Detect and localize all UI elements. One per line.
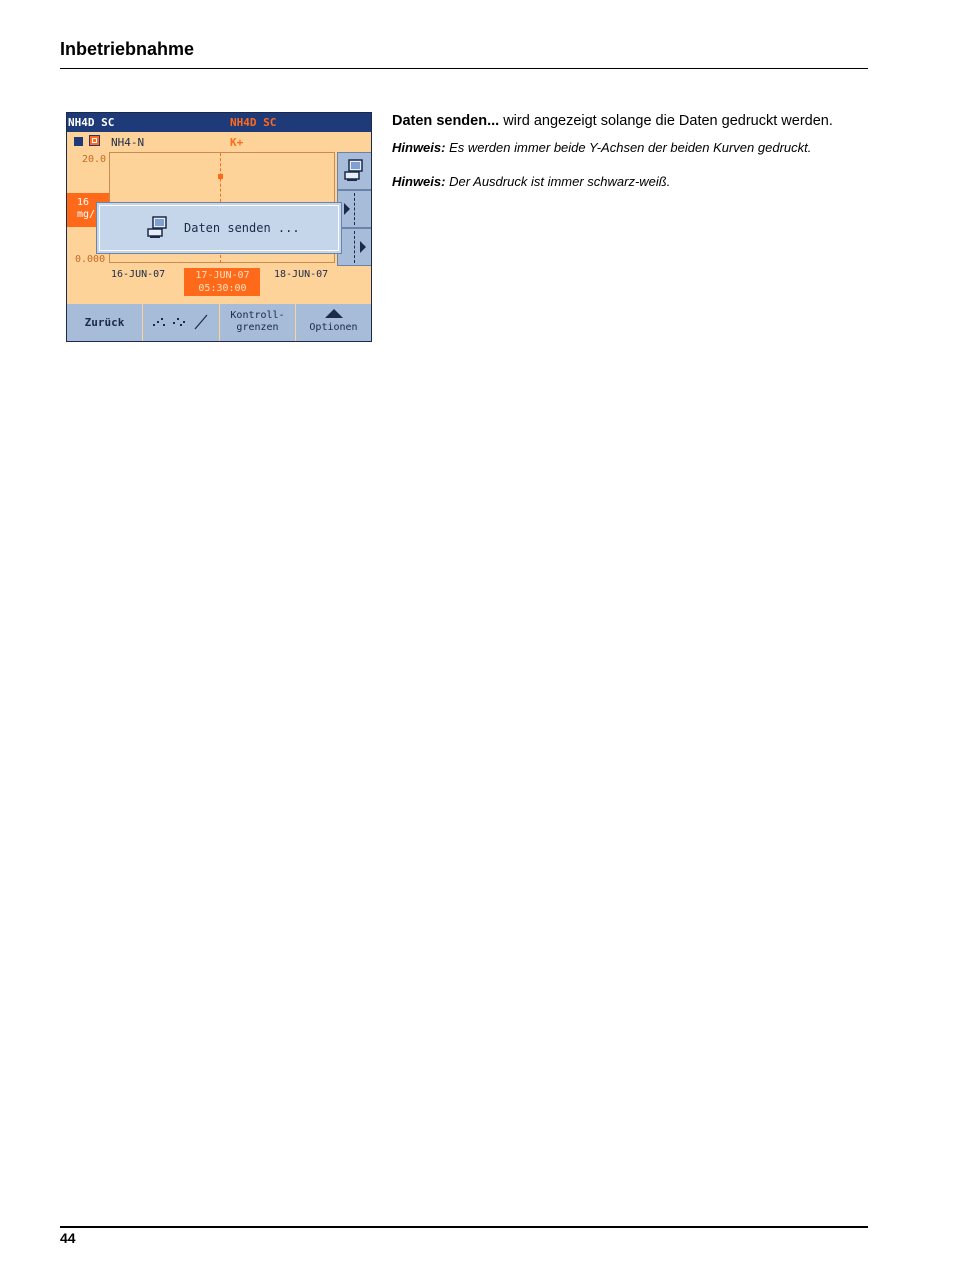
legend-row [67,132,371,152]
scroll-right-button[interactable] [337,228,372,266]
back-button-label: Zurück [84,316,125,329]
x-label-left: 16-JUN-07 [111,269,166,280]
y-axis-min: 0.000 [75,254,106,265]
control-limits-label-1: Kontroll- [230,310,285,321]
y-axis-mid-value: 16 [77,197,90,208]
side-buttons [337,152,372,266]
footer-rule [60,1226,868,1228]
y-axis-unit-text: mg/ [77,209,96,220]
y-axis-unit [77,197,95,221]
title-left: NH4D SC [68,116,115,129]
bottom-button-bar [67,304,371,342]
x-label-selected [194,269,251,295]
title-bar [67,113,371,132]
back-button[interactable] [67,304,143,342]
scroll-left-button[interactable] [337,190,372,228]
header-rule [60,68,868,69]
y-axis-max: 20.0 [82,154,107,165]
note-1-text: Es werden immer beide Y-Achsen der beiden Kurven gedruckt. [445,140,812,155]
note-1 [392,139,862,156]
print-button[interactable] [337,152,372,190]
options-button[interactable] [296,304,371,342]
x-label-selected-time: 05:30:00 [198,283,247,294]
note-2-label: Hinweis: [392,174,446,189]
arrow-right-icon [338,229,371,265]
description-paragraph [392,112,862,131]
series-a-label: NH4-N [111,136,145,149]
description-text: wird angezeigt solange die Daten gedruckt werden. [499,113,833,129]
printer-computer-icon [338,153,371,189]
arrow-left-icon [338,191,371,227]
page-number: 44 [60,1230,76,1246]
description-column [392,112,862,207]
printer-computer-icon [145,216,171,242]
series-b-marker-icon[interactable] [89,135,100,146]
note-2 [392,173,862,190]
arrow-up-icon [325,309,343,318]
note-1-label: Hinweis: [392,140,446,155]
display-mode-button[interactable] [143,304,220,342]
series-a-marker-icon[interactable] [74,137,83,146]
x-label-right: 18-JUN-07 [274,269,329,280]
note-2-text: Der Ausdruck ist immer schwarz-weiß. [445,174,671,189]
control-limits-label-2: grenzen [236,322,279,333]
points-line-icon [143,304,220,342]
sending-dialog [96,202,342,254]
device-screenshot [66,112,372,342]
x-label-selected-date: 17-JUN-07 [195,270,250,281]
description-term: Daten senden... [392,113,500,129]
cursor-dot [218,174,223,179]
options-button-label: Optionen [309,322,358,333]
dialog-text: Daten senden ... [184,221,300,235]
control-limits-button[interactable] [220,304,296,342]
series-b-label: K+ [230,136,244,149]
title-right: NH4D SC [230,116,277,129]
page-title: Inbetriebnahme [60,39,195,59]
